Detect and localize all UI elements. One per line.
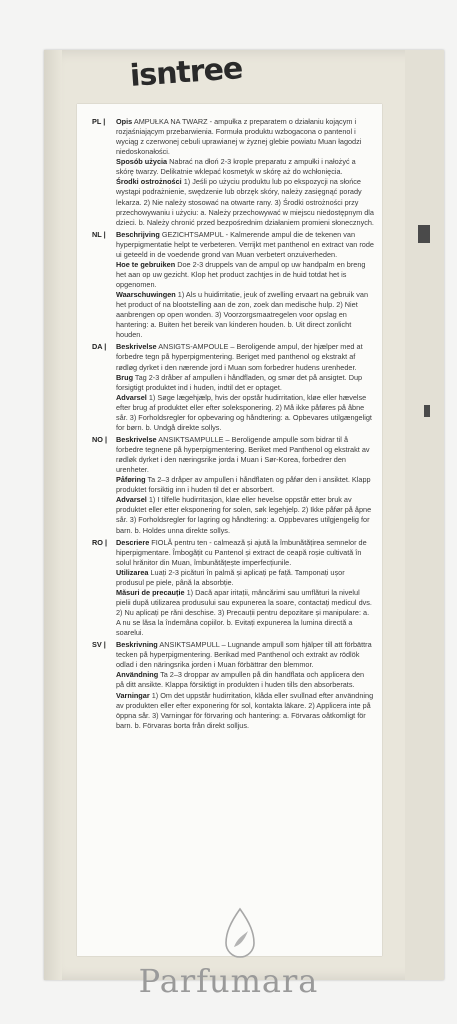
paragraph-heading: Varningar bbox=[116, 690, 150, 700]
label-paragraph bbox=[116, 230, 374, 260]
paragraph-heading: Utilizarea bbox=[116, 567, 149, 577]
section-body bbox=[116, 435, 374, 536]
language-code: DA | bbox=[92, 342, 107, 352]
language-code: PL | bbox=[92, 117, 106, 126]
box-right-side bbox=[405, 50, 444, 980]
paragraph-heading: Beskrivelse bbox=[116, 434, 157, 444]
paragraph-body: ANSIKTSAMPULLE – Beroligende ampulle som bidrar til å forbedre tegnene på hyperpigmentering. Beriket med Panthenol og ekstrakt av rødløk dyrket i den næringsrike jorda i Muan i Sør-Korea, forbedrer den urenheter. bbox=[116, 434, 370, 475]
section-body bbox=[116, 230, 374, 341]
paragraph-heading: Descriere bbox=[116, 537, 150, 547]
paragraph-heading: Beskrivelse bbox=[116, 342, 157, 352]
label-text bbox=[92, 117, 374, 733]
label-paragraph bbox=[116, 342, 374, 372]
language-code: RO | bbox=[92, 537, 108, 547]
label-paragraph bbox=[116, 393, 374, 433]
paragraph-body: Luați 2-3 picături în palmă și aplicați pe față. Tamponați ușor produsul pe piele, până la absorbție. bbox=[116, 567, 345, 587]
paragraph-body: 1) Søge lægehjælp, hvis der opstår hudirritation, kløe eller hævelse efter brug af produktet eller efter soleksponering. 2) Må ikke påføres på åbne sår. 3) Forholdsregler for opbevaring og håndtering: a. Opbevares utilgængeligt for børn. b. Undgå direkte sollys. bbox=[116, 392, 372, 432]
label-paragraph bbox=[116, 260, 374, 290]
paragraph-body: AMPUŁKA NA TWARZ - ampułka z preparatem o działaniu kojącym i rozjaśniającym przebarwienia. Formuła produktu wzbogacona o pantenol i wyciąg z czerwonej cebuli uprawianej w żyznej glebie powiatu Muan łagodzi niedoskonałości. bbox=[116, 117, 362, 157]
section-body bbox=[116, 640, 374, 731]
paragraph-body: 1) Jeśli po użyciu produktu lub po ekspozycji na słońce wystąpi podrażnienie, swędzenie lub obrzęk skóry, należy zasięgnąć porady lekarza. 2) Nie należy stosować na otwarte rany. 3) Środki ostrożności przy przechowywaniu i użyciu: a. Należy przechowywać w miejscu niedostępnym dla dzieci. b. Należy chronić przed bezpośrednim działaniem promieni słonecznych. bbox=[116, 177, 374, 227]
label-paragraph bbox=[116, 588, 374, 638]
box-print-mark bbox=[418, 225, 430, 243]
label-paragraph bbox=[116, 475, 374, 495]
paragraph-heading: Advarsel bbox=[116, 392, 147, 402]
language-section bbox=[92, 117, 374, 228]
label-paragraph bbox=[116, 373, 374, 393]
section-body bbox=[116, 117, 374, 228]
label-paragraph bbox=[116, 495, 374, 535]
section-body bbox=[116, 342, 374, 433]
language-code: NL | bbox=[92, 229, 106, 239]
paragraph-body: Nabrać na dłoń 2-3 krople preparatu z ampułki i nałożyć a skórę twarzy. Delikatnie wklepać kosmetyk w skórę aż do wchłonięcia. bbox=[116, 157, 356, 177]
paragraph-heading: Advarsel bbox=[116, 495, 147, 505]
label-paragraph bbox=[116, 435, 374, 475]
paragraph-heading: Opis bbox=[116, 117, 133, 126]
paragraph-heading: Hoe te gebruiken bbox=[116, 259, 176, 269]
paragraph-body: Doe 2-3 druppels van de ampul op uw handpalm en breng het aan op uw gezicht. Klop het product zachtjes in de huid totdat het is opgenomen. bbox=[116, 259, 366, 289]
paragraph-heading: Påføring bbox=[116, 475, 146, 485]
paragraph-body: 1) I tilfelle hudirritasjon, kløe eller hevelse oppstår etter bruk av produktet eller etter eksponering for solen, søk legehjelp. 2) Ikke påfør på åpne sår. 3) Forholdsregler for lagring og håndtering: a. Oppbevares utilgjengelig for barn. b. Holdes unna direkte sollys. bbox=[116, 495, 372, 535]
label-paragraph bbox=[116, 290, 374, 340]
paragraph-body: Ta 2–3 droppar av ampullen på din handflata och applicera den på ditt ansikte. Klappa försiktigt in produkten i huden tills den absorberats. bbox=[116, 670, 365, 690]
drop-leaf-icon bbox=[222, 905, 258, 965]
label-paragraph bbox=[116, 670, 374, 690]
watermark-text: Parfumara bbox=[138, 962, 319, 1000]
section-body bbox=[116, 538, 374, 639]
paragraph-body: ANSIKTSAMPULL – Lugnande ampull som hjälper till att förbättra tecken på hyperpigmentering. Berikad med Panthenol och extrakt av rödlök odlad i den näringsrika jorden i Muan förbättrar den blemmor. bbox=[116, 640, 372, 670]
label-paragraph bbox=[116, 538, 374, 568]
brand-logo: isntree bbox=[128, 51, 244, 94]
label-paragraph bbox=[116, 568, 374, 588]
paragraph-body: 1) Om det uppstår hudirritation, klåda eller svullnad efter användning av produkten eller efter exponering för sol, kontakta läkare. 2) Applicera inte på öppna sår. 3) Varningar för förvaring och hantering: a. Förvaras oåtkomligt för barn. b. Förvaras borta från direkt solljus. bbox=[116, 690, 374, 730]
language-section bbox=[92, 435, 374, 536]
box-print-mark bbox=[424, 405, 430, 417]
paragraph-body: 1) Als u huidirritatie, jeuk of zwelling ervaart na gebruik van het product of na blootstelling aan de zon, zoek dan medische hulp. 2) Niet aanbrengen op open wonden. 3) Voorzorgsmaatregelen voor opslag en hantering: a. Buiten het bereik van kinderen houden. b. Uit direct zonlicht houden. bbox=[116, 290, 368, 340]
language-section bbox=[92, 640, 374, 731]
label-paragraph bbox=[116, 691, 374, 731]
paragraph-heading: Användning bbox=[116, 670, 159, 680]
paragraph-body: FIOLĂ pentru ten - calmează și ajută la îmbunătățirea semnelor de hiperpigmentare. Îmbogățit cu Pantenol și extract de ceapă roșie cultivată în solul hrănitor din Muan, îmbunătățește imperfecțiunile. bbox=[116, 537, 367, 567]
label-paragraph bbox=[116, 157, 374, 177]
paragraph-heading: Waarschuwingen bbox=[116, 290, 176, 300]
language-code: NO | bbox=[92, 434, 108, 444]
paragraph-heading: Măsuri de precauție bbox=[116, 587, 185, 597]
paragraph-heading: Brug bbox=[116, 372, 134, 382]
label-paragraph bbox=[116, 177, 374, 227]
label-paragraph bbox=[116, 640, 374, 670]
paragraph-heading: Sposób użycia bbox=[116, 157, 168, 167]
language-section bbox=[92, 342, 374, 433]
paragraph-body: GEZICHTSAMPUL - Kalmerende ampul die de tekenen van hyperpigmentatie helpt te verbeteren. Verrijkt met panthenol en extract van rode ui geteeld in de voedende grond van Muan verbetert onzuiverheden. bbox=[116, 229, 374, 259]
paragraph-heading: Beschrijving bbox=[116, 229, 160, 239]
paragraph-heading: Beskrivning bbox=[116, 640, 158, 650]
paragraph-body: ANSIGTS-AMPOULE – Beroligende ampul, der hjælper med at forbedre tegn på hyperpigmentering. Beriget med panthenol og ekstrakt af rødløg dyrket i den nærende jord i Muan som forbedrer hudens urenheder. bbox=[116, 342, 363, 372]
box-left-edge bbox=[44, 50, 62, 980]
paragraph-body: 1) Dacă apar iritații, mâncărimi sau umflături la nivelul pielii după utilizarea produsului sau expunerea la soare, contactați medicul dvs. 2) Nu aplicați pe răni deschise. 3) Precauții pentru depozitare și manipulare: a. A nu se lăsa la îndemâna copiilor. b. Evitați expunerea la lumina directă a soarelui. bbox=[116, 587, 372, 638]
language-code: SV | bbox=[92, 640, 106, 650]
language-section bbox=[92, 538, 374, 639]
language-section bbox=[92, 230, 374, 341]
label-paragraph bbox=[116, 117, 374, 157]
paragraph-heading: Środki ostrożności bbox=[116, 177, 182, 187]
paragraph-body: Ta 2–3 dråper av ampullen i håndflaten og påfør den i ansiktet. Klapp produktet forsiktig inn i huden til det er absorbert. bbox=[116, 475, 371, 495]
paragraph-body: Tag 2-3 dråber af ampullen i håndfladen, og smør det på ansigtet. Dup forsigtigt produktet ind i huden, indtil det er optaget. bbox=[116, 372, 363, 392]
